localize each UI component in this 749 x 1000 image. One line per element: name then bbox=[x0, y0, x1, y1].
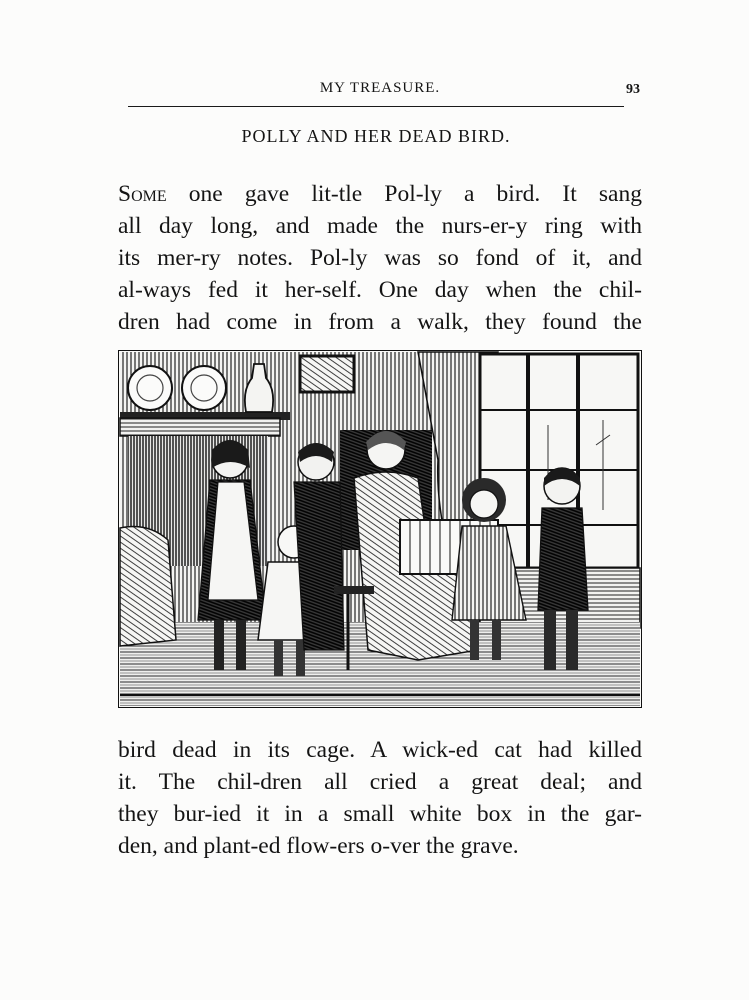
paragraph-line: den, and plant-ed flow-ers o-ver the grave. bbox=[118, 833, 519, 859]
drop-word: Some bbox=[118, 181, 167, 207]
paragraph-line: its mer-ry notes. Pol-ly was so fond of it, and bbox=[118, 245, 642, 271]
paragraph-line: all day long, and made the nurs-er-y ring with bbox=[118, 213, 642, 239]
paragraph-line: dren had come in from a walk, they found the bbox=[118, 309, 642, 335]
running-head bbox=[120, 78, 640, 102]
paragraph-line: bird dead in its cage. A wick-ed cat had killed bbox=[118, 737, 642, 763]
paragraph-line bbox=[118, 178, 642, 210]
story-title: POLLY AND HER DEAD BIRD. bbox=[241, 126, 511, 146]
line-text: one gave lit-tle Pol-ly a bird. It sang bbox=[166, 181, 642, 207]
illustration bbox=[118, 350, 642, 708]
paragraph-line: they bur-ied it in a small white box in the gar- bbox=[118, 801, 642, 827]
paragraph-2 bbox=[118, 734, 642, 862]
paragraph-line: al-ways fed it her-self. One day when the chil- bbox=[118, 277, 642, 303]
paragraph-1 bbox=[118, 178, 642, 338]
running-title: MY TREASURE. bbox=[319, 80, 441, 96]
header-rule bbox=[128, 106, 624, 107]
paragraph-line: it. The chil-dren all cried a great deal; and bbox=[118, 769, 642, 795]
page-number: 93 bbox=[626, 82, 640, 97]
